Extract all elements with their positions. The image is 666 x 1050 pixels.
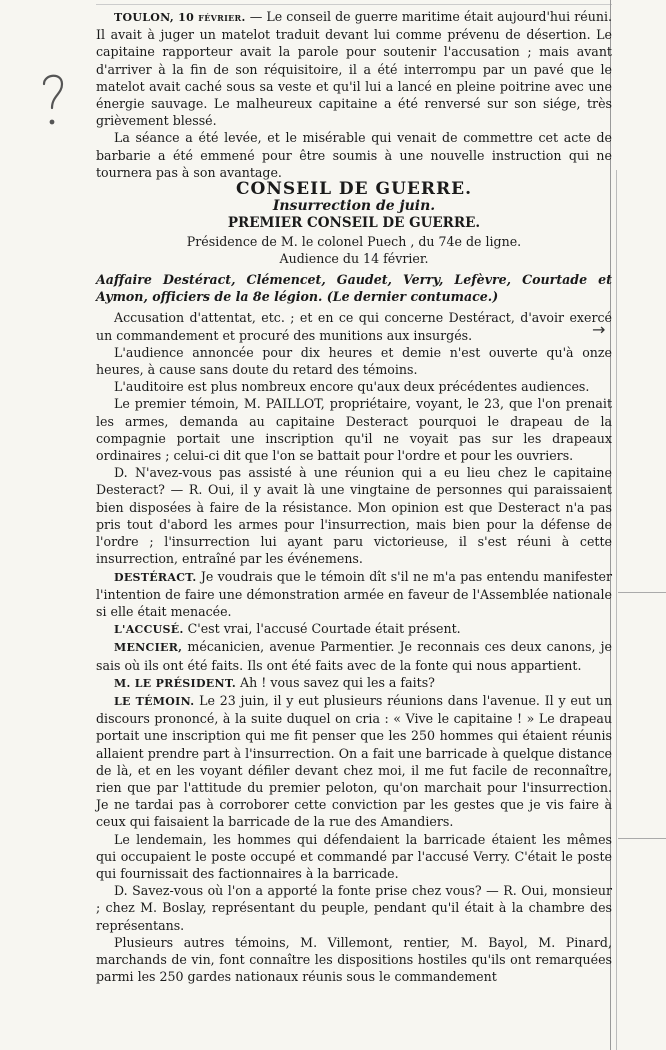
intro-paragraph — [96, 8, 612, 129]
article-column — [96, 8, 612, 985]
paragraph-text: L'audience annoncée pour dix heures et demie n'est ouverte qu'à onze heures, à cause sans doute du retard des témoins. — [96, 344, 612, 378]
body-paragraph — [96, 831, 612, 883]
body-paragraph — [96, 674, 612, 692]
paragraph-text: Plusieurs autres témoins, M. Villemont, rentier, M. Bayol, M. Pinard, marchands de vin, font connaître les dispositions hostiles qu'ils ont remarquées parmi les 250 gardes nationaux réunis sous le commandement — [96, 934, 612, 985]
court-heading: PREMIER CONSEIL DE GUERRE. — [227, 215, 481, 232]
body-paragraph — [96, 638, 612, 673]
paragraph-text: D. N'avez-vous pas assisté à une réunion qui a eu lieu chez le capitaine Desteract? — R. Oui, il y avait là une vingtaine de personnes qui paraissaient bien disposées à faire de la résistance. Mon opinion est que Desteract n'a pas pris tout d'abord les armes pour l'insurrection, mais bien pour la défense de l'ordre ; l'insurrection lui ayant paru victorieuse, il s'est réuni à cette insurrection, entraîné par les événemens. — [96, 465, 612, 567]
paragraph-text: D. Savez-vous où l'on a apporté la fonte prise chez vous? — R. Oui, monsieur ; chez M. Boslay, représentant du peuple, pendant qu'il était à la chambre des représentans. — [96, 883, 612, 933]
testimony-body — [96, 309, 612, 985]
speaker-name: M. LE PRÉSIDENT. — [114, 676, 237, 690]
body-paragraph — [96, 464, 612, 567]
intro-paragraph-2: La séance a été levée, et le misérable qui venait de commettre cet acte de barbarie a été emmené pour être soumis à une nouvelle instruction qui ne tournera pas à son avantage. — [96, 130, 612, 180]
body-paragraph — [96, 378, 612, 395]
margin-line — [618, 838, 666, 839]
intro-text: — Le conseil de guerre maritime était aujourd'hui réuni. Il avait à juger un matelot traduit devant lui comme prévenu de désertion. Le capitaine rapporteur avait la parole pour soutenir l'accusation ; mais avant d'arriver à la fin de son réquisitoire, il a été interrompu par un pavé que le matelot avait caché sous sa veste et qu'il lui a lancé en pleine poitrine avec une énergie sauvage. Le malheureux capitaine a été renversé sur son siége, très grièvement blessé. — [96, 9, 612, 129]
paragraph-text: Accusation d'attentat, etc. ; et en ce qui concerne Destéract, d'avoir exercé un commandement et procuré des munitions aux insurgés. — [96, 310, 612, 343]
paragraph-text: L'auditoire est plus nombreux encore qu'aux deux précédentes audiences. — [114, 379, 590, 395]
speaker-name: L'ACCUSÉ. — [114, 623, 184, 637]
body-paragraph — [96, 692, 612, 831]
margin-arrow-icon: → — [592, 320, 606, 339]
speaker-name: MENCIER, — [114, 641, 183, 655]
body-paragraph — [96, 395, 612, 464]
margin-line — [618, 592, 666, 593]
paragraph-text: Le lendemain, les hommes qui défendaient la barricade étaient les mêmes qui occupaient le poste occupé et commandé par l'accusé Verry. C'était le poste qui fournissait des factionnaires à la barricade. — [96, 831, 612, 881]
body-paragraph — [96, 344, 612, 378]
hearing-date: Audience du 14 février. — [279, 250, 429, 266]
paragraph-text: Le premier témoin, M. PAILLOT, propriétaire, voyant, le 23, que l'on prenait les armes, demanda au capitaine Desteract pourquoi le drapeau de la compagnie portait une inscription qu'il ne voyait pas sur les drapeaux ordinaires ; celui-ci dit que l'on se battait pour l'ordre et pour les ouvriers. — [96, 396, 612, 464]
body-paragraph — [96, 309, 612, 343]
top-rule — [96, 4, 612, 5]
body-paragraph — [96, 620, 612, 638]
body-paragraph — [96, 568, 612, 621]
body-paragraph — [96, 934, 612, 986]
handwritten-question-mark-icon — [38, 70, 68, 130]
speaker-name: LE TÉMOIN. — [114, 694, 195, 708]
section-title: CONSEIL DE GUERRE. — [236, 179, 472, 200]
speaker-name: DESTÉRACT. — [114, 570, 197, 584]
page-edge-rule — [616, 170, 617, 1050]
paragraph-text: Je voudrais que le témoin dît s'il ne m'a pas entendu manifester l'intention de faire une démonstration armée en faveur de l'Assemblée nationale si elle était menacée. — [96, 568, 612, 619]
paragraph-text: Le 23 juin, il y eut plusieurs réunions dans l'avenue. Il y eut un discours prononcé, à la suite duquel on cria : « Vive le capitaine ! » Le drapeau portait une inscription qui me fit penser que les 250 hommes qui étaient réunis allaient prendre part à l'insurrection. On a fait une barricade à quelque distance de là, et en les voyant défiler devant chez moi, il me fut facile de reconnaître, rien que par l'attitude du premier peloton, qu'on marchait pour l'insurrection. Je ne tardai pas à corroborer cette conviction par les gestes que je vis faire à ceux qui faisaient la barricade de la rue des Amandiers. — [96, 692, 612, 830]
case-title: Aaffaire Destéract, Clémencet, Gaudet, Verry, Lefèvre, Courtade et Aymon, officiers de la 8e légion. (Le dernier contumace.) — [96, 272, 612, 305]
section-subtitle: Insurrection de juin. — [272, 198, 436, 215]
paragraph-text: C'est vrai, l'accusé Courtade était présent. — [183, 621, 461, 637]
presidency-line: Présidence de M. le colonel Puech , du 74e de ligne. — [186, 233, 522, 249]
paragraph-text: Ah ! vous savez qui les a faits? — [236, 674, 435, 690]
paragraph-text: mécanicien, avenue Parmentier. Je reconnais ces deux canons, je sais où ils ont été faits. Ils ont été faits avec de la fonte qui nous appartient. — [96, 639, 612, 673]
body-paragraph — [96, 882, 612, 934]
dateline: TOULON, 10 février. — [114, 11, 246, 24]
